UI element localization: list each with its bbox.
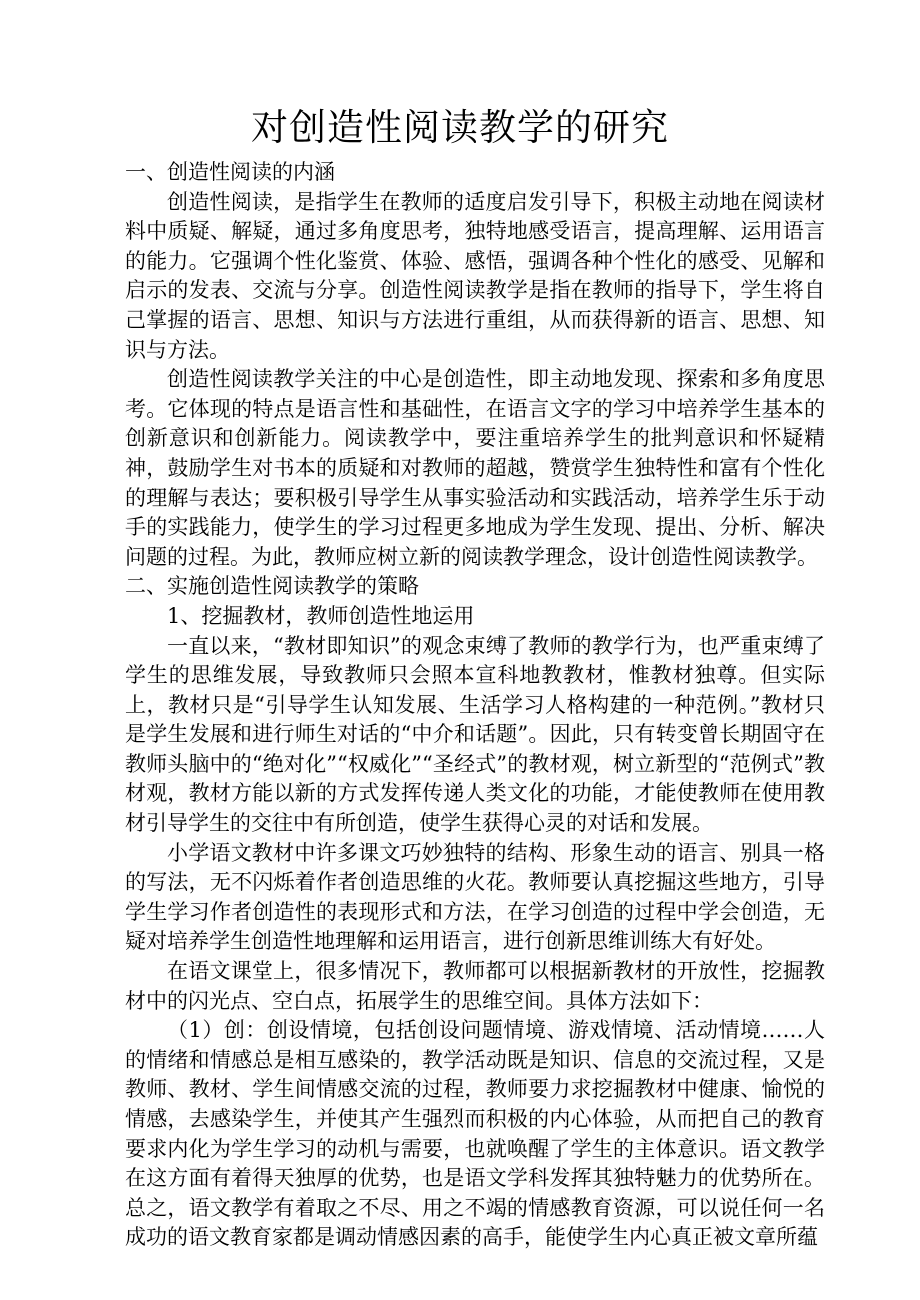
document-title: 对创造性阅读教学的研究 [251,106,669,149]
paragraph-textbook-view: 一直以来，“教材即知识”的观念束缚了教师的教学行为，也严重束缚了学生的思维发展，导致教师只会照本宣科地教教材，惟教材独尊。但实际上，教材只是“引导学生认知发展、生活学习人格构建的一种范例。”教材只是学生发展和进行师生对话的“中介和话题”。因此，只有转变曾长期固守在教师头脑中的“绝对化”“权威化”“圣经式”的教材观，树立新型的“范例式”教材观，教材方能以新的方式发挥传递人类文化的功能，才能使教师在使用教材引导学生的交往中有所创造，使学生获得心灵的对话和发展。 [125,633,825,836]
paragraph-textbook-features: 小学语文教材中许多课文巧妙独特的结构、形象生动的语言、别具一格的写法，无不闪烁着作者创造思维的火花。教师要认真挖掘这些地方，引导学生学习作者创造性的表现形式和方法，在学习创造的过程中学会创造，无疑对培养学生创造性地理解和运用语言，进行创新思维训练大有好处。 [125,840,825,954]
paragraph-methods-intro: 在语文课堂上，很多情况下，教师都可以根据新教材的开放性，挖掘教材中的闪光点、空白点，拓展学生的思维空间。具体方法如下： [125,959,825,1013]
section-heading-1: 一、创造性阅读的内涵 [125,160,335,184]
paragraph-focus: 创造性阅读教学关注的中心是创造性，即主动地发现、探索和多角度思考。它体现的特点是语言性和基础性，在语言文字的学习中培养学生基本的创新意识和创新能力。阅读教学中，要注重培养学生的批判意识和怀疑精神，鼓励学生对书本的质疑和对教师的超越，赞赏学生独特性和富有个性化的理解与表达；要积极引导学生从事实验活动和实践活动，培养学生乐于动手的实践能力，使学生的学习过程更多地成为学生发现、提出、分析、解决问题的过程。为此，教师应树立新的阅读教学理念，设计创造性阅读教学。 [125,367,825,569]
paragraph-definition: 创造性阅读，是指学生在教师的适度启发引导下，积极主动地在阅读材料中质疑、解疑，通过多角度思考，独特地感受语言，提高理解、运用语言的能力。它强调个性化鉴赏、体验、感悟，强调各种个性化的感受、见解和启示的发表、交流与分享。创造性阅读教学是指在教师的指导下，学生将自己掌握的语言、思想、知识与方法进行重组，从而获得新的语言、思想、知识与方法。 [125,189,825,362]
section-heading-2: 二、实施创造性阅读教学的策略 [125,574,419,599]
paragraph-method-create: （1）创：创设情境，包括创设问题情境、游戏情境、活动情境……人的情绪和情感总是相互感染的，教学活动既是知识、信息的交流过程，又是教师、教材、学生间情感交流的过程，教师要力求挖掘教材中健康、愉悦的情感，去感染学生，并使其产生强烈而积极的内心体验，从而把自己的教育要求内化为学生学习的动机与需要，也就唤醒了学生的主体意识。语文教学在这方面有着得天独厚的优势，也是语文学科发挥其独特魅力的优势所在。总之，语文教学有着取之不尽、用之不竭的情感教育资源，可以说任何一名成功的语文教育家都是调动情感因素的高手，能使学生内心真正被文章所蕴 [125,1018,825,1250]
document-body [125,158,825,1253]
sub-heading-1: 1、挖掘教材，教师创造性地运用 [167,603,475,628]
